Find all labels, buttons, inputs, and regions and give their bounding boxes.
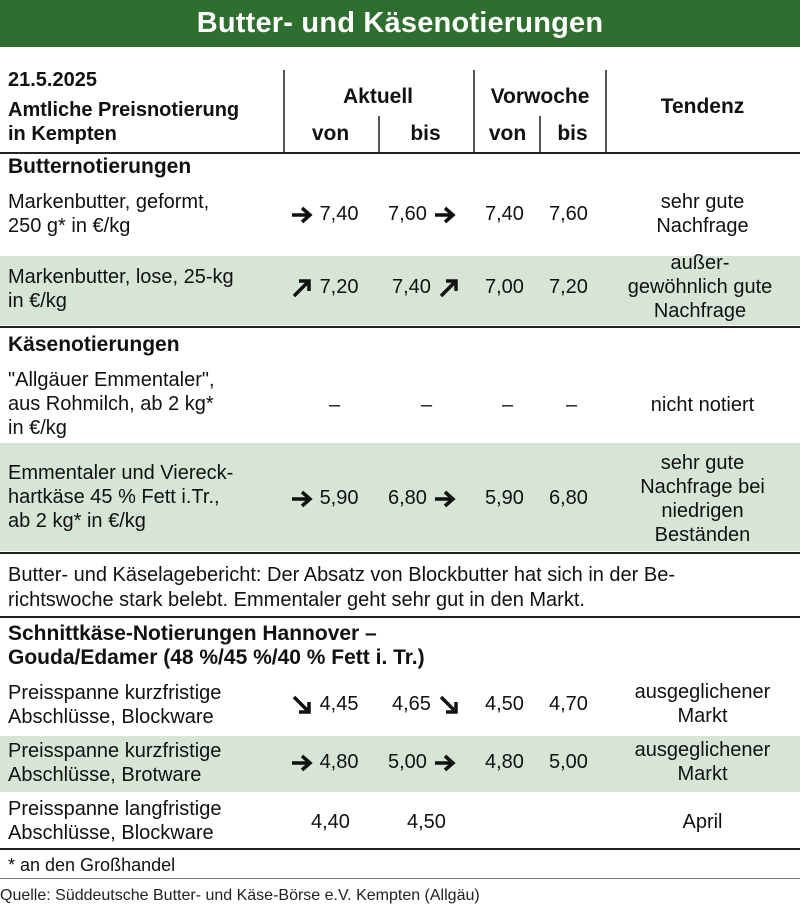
header-date: 21.5.2025 — [8, 69, 97, 91]
header-bis-vorwoche: bis — [557, 122, 588, 145]
market-report-line1: Butter- und Käselagebericht: Der Absatz von Blockbutter hat sich in der Be- — [8, 564, 676, 586]
row7-label-line1: Preisspanne langfristige — [8, 798, 222, 820]
row4-tendenz — [605, 451, 800, 547]
header-divider — [539, 116, 541, 152]
right-arrow-icon — [290, 751, 314, 775]
row5-bis — [392, 692, 461, 717]
header-von-aktuell: von — [311, 122, 350, 145]
row6-bis-value: 5,00 — [388, 751, 427, 773]
row1-vorwoche-von: 7,40 — [485, 203, 524, 225]
row3-label-line3: in €/kg — [8, 417, 67, 439]
rule — [0, 326, 800, 328]
row5-vorwoche-bis: 4,70 — [549, 693, 588, 715]
right-arrow-icon — [433, 487, 457, 511]
row5-label-line1: Preisspanne kurzfristige — [8, 682, 222, 704]
row4-tendenz-line4: Beständen — [654, 524, 751, 546]
down-right-arrow-icon — [437, 693, 461, 717]
row2-tendenz-line2: gewöhnlich gute — [627, 276, 773, 298]
header-aktuell: Aktuell — [342, 85, 413, 108]
row3-label-line1: "Allgäuer Emmentaler", — [8, 369, 215, 391]
row4-label-line2: hartkäse 45 % Fett i.Tr., — [8, 486, 220, 508]
row1-tendenz-line2: Nachfrage — [656, 215, 749, 237]
row2-label-line1: Markenbutter, lose, 25-kg — [8, 266, 234, 288]
right-arrow-icon — [290, 487, 314, 511]
row4-tendenz-line1: sehr gute — [660, 452, 745, 474]
row5-label-line2: Abschlüsse, Blockware — [8, 706, 214, 728]
row2-von-value: 7,20 — [319, 276, 359, 298]
row1-bis — [388, 202, 457, 227]
row1-von — [290, 202, 359, 227]
header-divider — [378, 116, 380, 152]
up-right-arrow-icon — [437, 276, 461, 300]
header-desc-line2: in Kempten — [8, 123, 117, 145]
row6-von — [290, 750, 359, 775]
row7-bis: 4,50 — [407, 811, 446, 833]
source-line: Quelle: Süddeutsche Butter- und Käse-Börse e.V. Kempten (Allgäu) — [0, 887, 480, 904]
row5-tendenz-line2: Markt — [677, 705, 728, 727]
section-kaese: Käsenotierungen — [8, 333, 180, 356]
row5-tendenz — [605, 680, 800, 728]
row6-label-line2: Abschlüsse, Brotware — [8, 764, 202, 786]
page-title: Butter- und Käsenotierungen — [0, 0, 800, 47]
right-arrow-icon — [433, 751, 457, 775]
rule — [0, 878, 800, 879]
row1-tendenz — [605, 190, 800, 238]
row6-bis — [388, 750, 457, 775]
row2-vorwoche-von: 7,00 — [485, 276, 524, 298]
row4-bis — [388, 486, 457, 511]
row5-bis-value: 4,65 — [392, 693, 431, 715]
row2-von — [290, 275, 359, 300]
row2-tendenz-line1: außer- — [670, 252, 730, 274]
row1-tendenz-line1: sehr gute — [660, 191, 745, 213]
row2-vorwoche-bis: 7,20 — [549, 276, 588, 298]
rule — [0, 616, 800, 618]
row3-bis: – — [421, 394, 433, 416]
right-arrow-icon — [433, 203, 457, 227]
section-hannover-line1: Schnittkäse-Notierungen Hannover – — [8, 622, 377, 645]
row1-von-value: 7,40 — [319, 203, 359, 225]
rule — [0, 552, 800, 554]
row3-vorwoche-bis: – — [566, 394, 578, 416]
row2-tendenz — [600, 251, 800, 323]
row1-vorwoche-bis: 7,60 — [549, 203, 588, 225]
down-right-arrow-icon — [290, 693, 314, 717]
row4-label-line3: ab 2 kg* in €/kg — [8, 510, 146, 532]
market-report-line2: richtswoche stark belebt. Emmentaler geht sehr gut in den Markt. — [8, 589, 585, 611]
row7-label-line2: Abschlüsse, Blockware — [8, 822, 214, 844]
row6-vorwoche-bis: 5,00 — [549, 751, 588, 773]
header-vorwoche: Vorwoche — [490, 85, 590, 108]
row4-von — [290, 486, 359, 511]
row4-label-line1: Emmentaler und Viereck- — [8, 462, 234, 484]
row6-tendenz — [605, 738, 800, 786]
row3-von: – — [329, 394, 341, 416]
row2-label-line2: in €/kg — [8, 290, 67, 312]
row1-label-line1: Markenbutter, geformt, — [8, 191, 210, 213]
rule — [0, 848, 800, 850]
header-von-vorwoche: von — [488, 122, 527, 145]
row6-tendenz-line1: ausgeglichener — [634, 739, 771, 761]
row6-vorwoche-von: 4,80 — [485, 751, 524, 773]
row4-vorwoche-von: 5,90 — [485, 487, 524, 509]
row4-vorwoche-bis: 6,80 — [549, 487, 588, 509]
header-divider — [283, 70, 285, 152]
row1-label-line2: 250 g* in €/kg — [8, 215, 131, 237]
row2-tendenz-line3: Nachfrage — [653, 300, 747, 322]
right-arrow-icon — [290, 203, 314, 227]
row6-tendenz-line2: Markt — [677, 763, 728, 785]
row6-label-line1: Preisspanne kurzfristige — [8, 740, 222, 762]
header-desc-line1: Amtliche Preisnotierung — [8, 99, 240, 121]
up-right-arrow-icon — [290, 276, 314, 300]
header-tendenz: Tendenz — [660, 95, 745, 118]
row4-von-value: 5,90 — [319, 487, 359, 509]
row5-von-value: 4,45 — [319, 693, 359, 715]
row6-von-value: 4,80 — [319, 751, 359, 773]
row3-vorwoche-von: – — [502, 394, 514, 416]
row1-bis-value: 7,60 — [388, 203, 427, 225]
row4-tendenz-line2: Nachfrage bei — [640, 476, 765, 498]
row2-bis-value: 7,40 — [392, 276, 431, 298]
row7-von: 4,40 — [311, 811, 350, 833]
section-hannover-line2: Gouda/Edamer (48 %/45 %/40 % Fett i. Tr.) — [8, 646, 425, 669]
row3-label-line2: aus Rohmilch, ab 2 kg* — [8, 393, 214, 415]
row5-vorwoche-von: 4,50 — [485, 693, 524, 715]
row4-bis-value: 6,80 — [388, 487, 427, 509]
header-bis-aktuell: bis — [410, 122, 441, 145]
section-butter: Butternotierungen — [8, 155, 192, 178]
row5-von — [290, 692, 359, 717]
row5-tendenz-line1: ausgeglichener — [634, 681, 771, 703]
row2-bis — [392, 275, 461, 300]
footnote: * an den Großhandel — [8, 855, 176, 875]
row3-tendenz: nicht notiert — [650, 394, 755, 416]
row7-tendenz: April — [682, 811, 723, 833]
rule — [0, 152, 800, 154]
row4-tendenz-line3: niedrigen — [661, 500, 744, 522]
header-divider — [473, 70, 475, 152]
header-divider — [605, 70, 607, 152]
